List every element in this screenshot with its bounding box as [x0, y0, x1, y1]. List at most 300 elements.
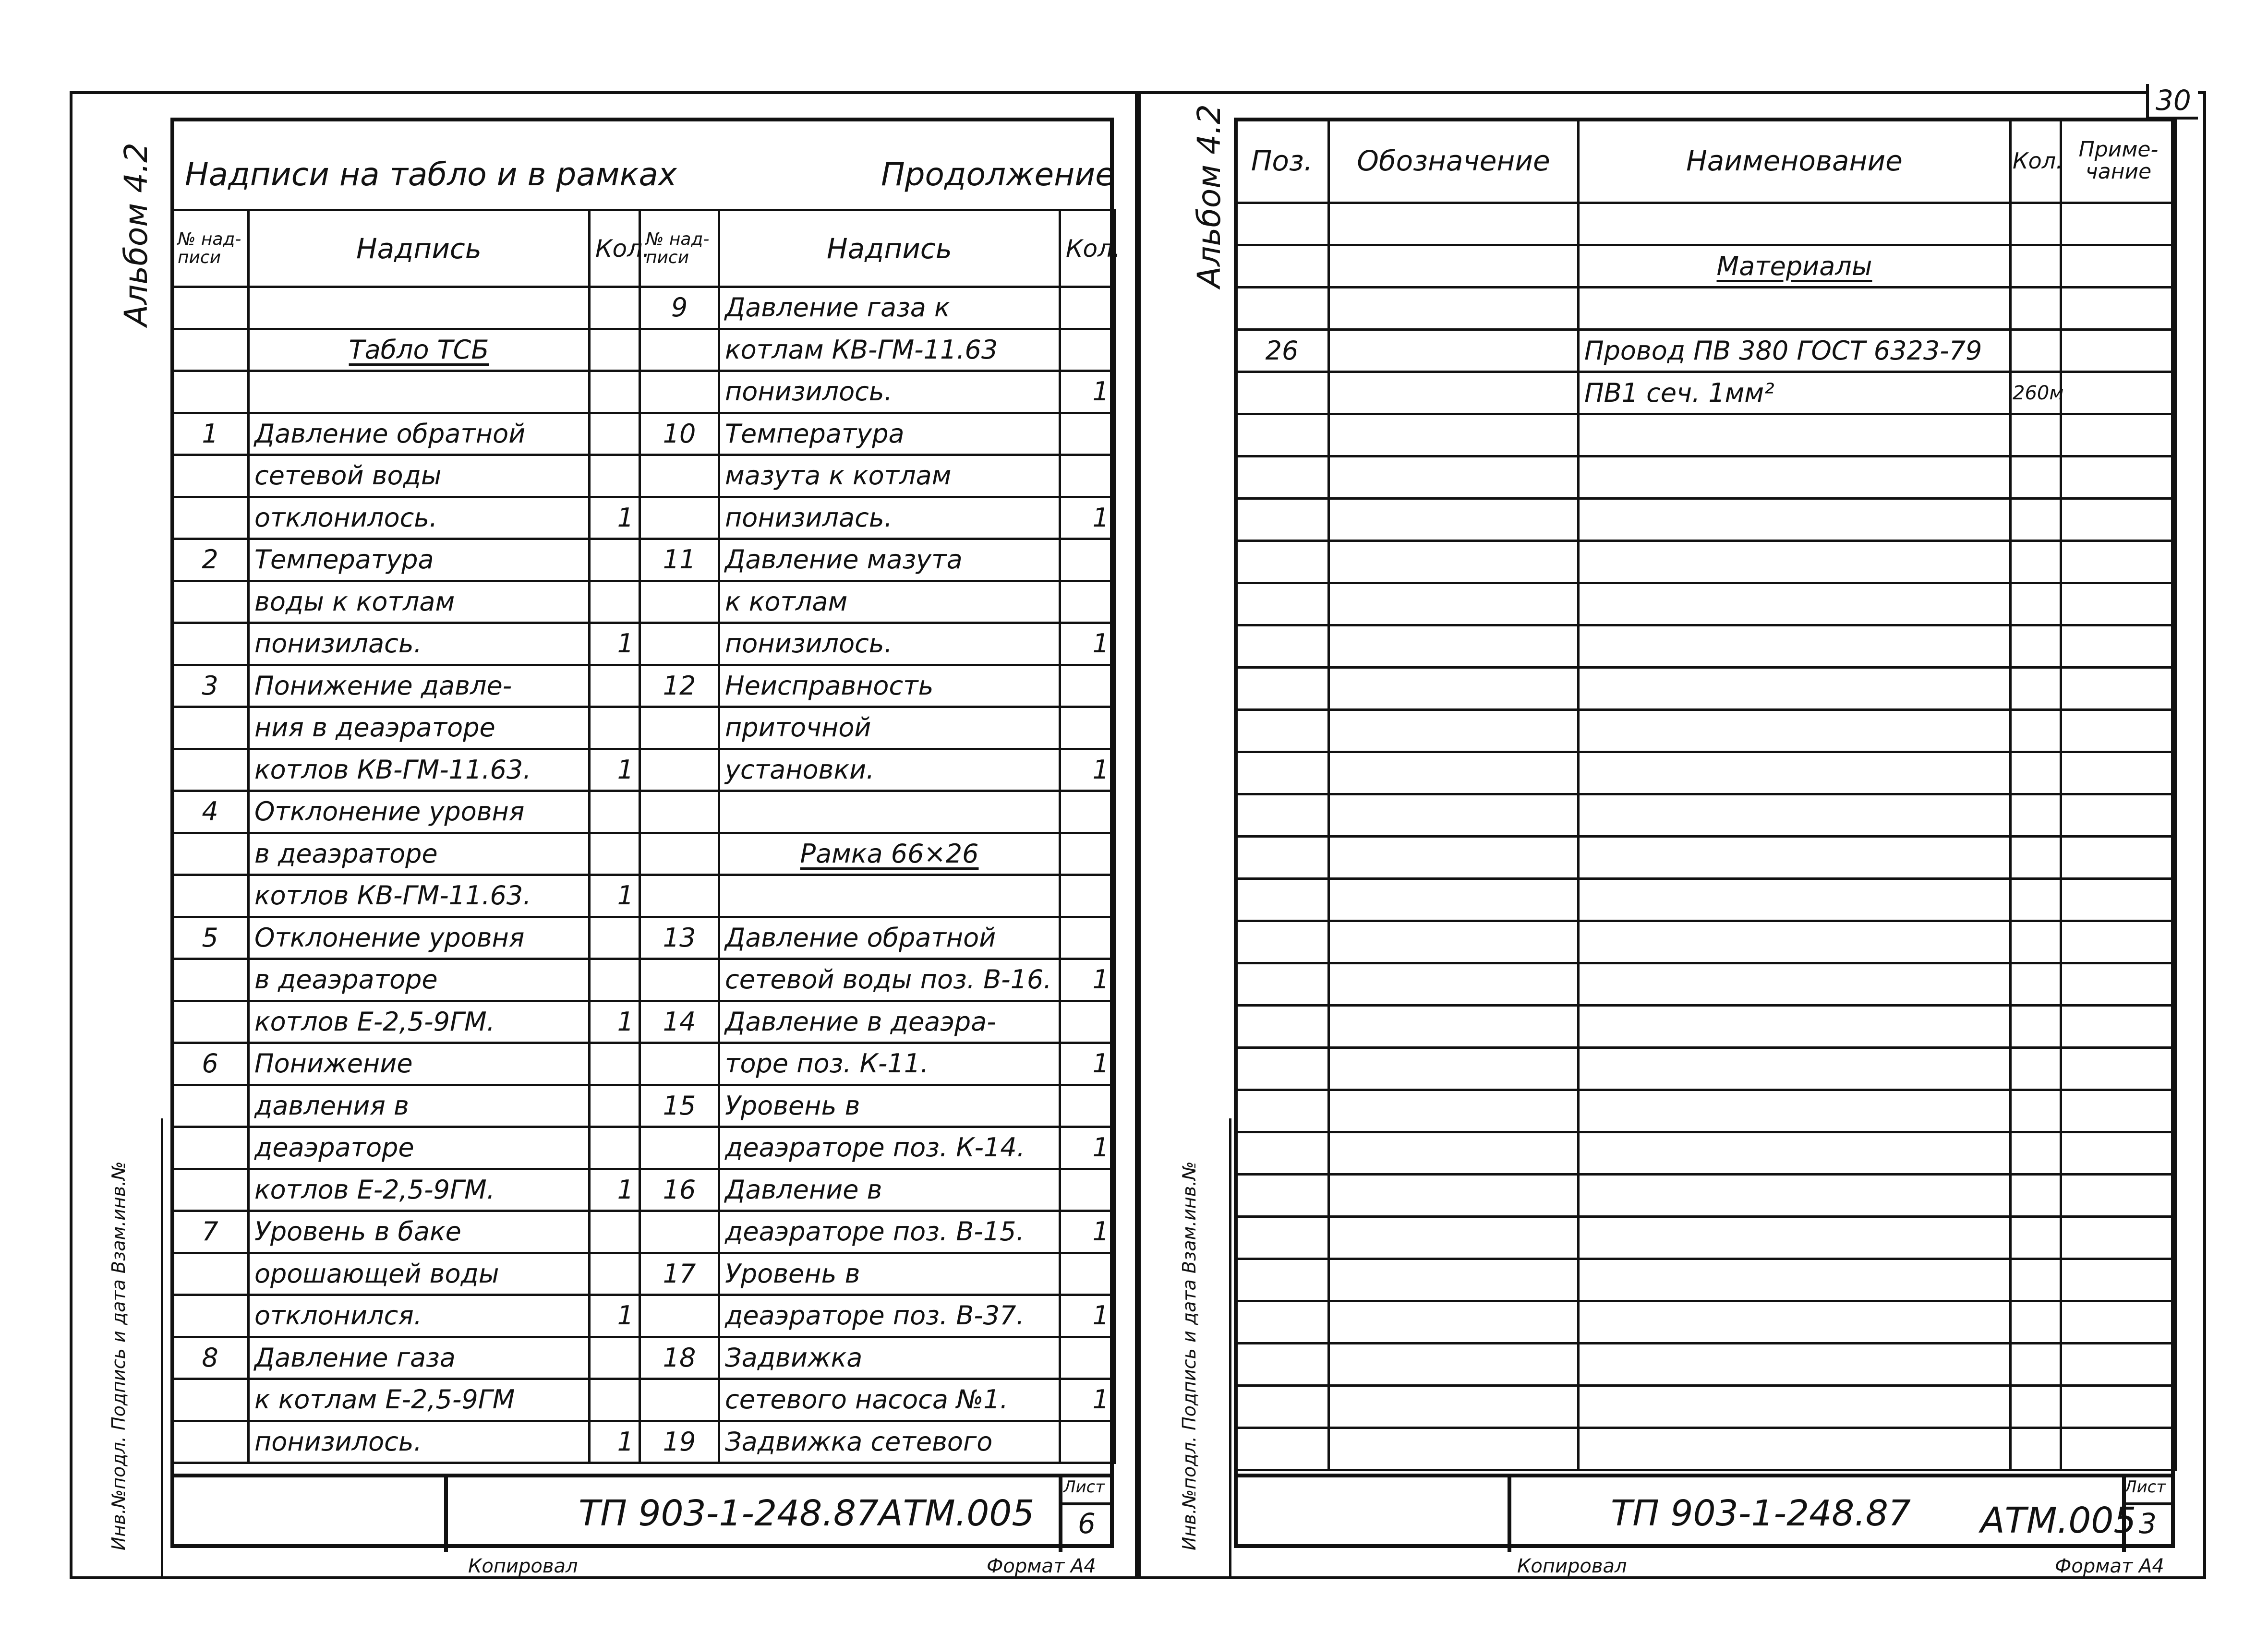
- empty-cell: [2061, 1301, 2176, 1344]
- empty-cell: [2061, 921, 2176, 963]
- empty-cell: [1579, 499, 2011, 541]
- row-qty: [590, 1043, 640, 1085]
- row-qty: [590, 1337, 640, 1379]
- table-row: [640, 1253, 1115, 1295]
- row-number: [640, 833, 719, 875]
- row-text: котлов КВ-ГМ-11.63.: [249, 875, 590, 917]
- row-qty: [1060, 833, 1115, 875]
- row-qty: [590, 539, 640, 581]
- row-qty: [1060, 1169, 1115, 1211]
- empty-cell: [1329, 1132, 1579, 1175]
- row-qty: [1060, 539, 1115, 581]
- empty-cell: [1579, 1048, 2011, 1090]
- row-qty: 1: [1060, 371, 1115, 413]
- empty-cell: [1579, 1006, 2011, 1048]
- table-row: [640, 791, 1115, 833]
- row-number: [172, 329, 249, 371]
- table-row: [640, 539, 1115, 581]
- table-row: [172, 623, 640, 665]
- empty-cell: [1235, 1386, 1329, 1428]
- empty-cell: [1329, 1259, 1579, 1301]
- table-row: [1235, 794, 2176, 837]
- table-row: [172, 1169, 640, 1211]
- empty-cell: [2011, 752, 2061, 794]
- row-text: Уровень в: [719, 1253, 1060, 1295]
- empty-cell: [1235, 1090, 1329, 1132]
- row-number: [172, 497, 249, 539]
- row-text: Отклонение уровня: [249, 791, 590, 833]
- row-number: [172, 1001, 249, 1043]
- row-text: понизилась.: [719, 497, 1060, 539]
- table-row: [640, 1421, 1115, 1463]
- empty-cell: [2011, 541, 2061, 583]
- empty-cell: [1235, 963, 1329, 1006]
- row-text: Рамка 66×26: [719, 833, 1060, 875]
- row-text: понизилось.: [249, 1421, 590, 1463]
- empty-cell: [1579, 541, 2011, 583]
- table-row: [1235, 1428, 2176, 1470]
- empty-cell: [1235, 1006, 1329, 1048]
- row-pos: [1235, 288, 1329, 330]
- table-row: [640, 371, 1115, 413]
- table-row: [640, 749, 1115, 791]
- empty-cell: [2061, 1048, 2176, 1090]
- empty-cell: [2061, 794, 2176, 837]
- empty-cell: [1579, 1132, 2011, 1175]
- row-number: 19: [640, 1421, 719, 1463]
- row-number: [172, 623, 249, 665]
- right-album-label: Альбом 4.2: [1191, 104, 1228, 288]
- table-row: [1235, 1344, 2176, 1386]
- row-text: к котлам Е-2,5-9ГМ: [249, 1379, 590, 1421]
- row-qty: [1060, 1337, 1115, 1379]
- table-row: [1235, 456, 2176, 499]
- empty-cell: [1329, 414, 1579, 456]
- row-qty: [590, 917, 640, 959]
- row-qty: 1: [590, 1295, 640, 1337]
- row-text: котлам КВ-ГМ-11.63: [719, 329, 1060, 371]
- row-name: [1579, 288, 2011, 330]
- empty-cell: [1235, 1132, 1329, 1175]
- row-designation: [1329, 288, 1579, 330]
- empty-cell: [2061, 625, 2176, 668]
- table-row: [172, 1379, 640, 1421]
- row-qty: 1: [1060, 1043, 1115, 1085]
- right-footer-format: Формат А4: [2055, 1555, 2164, 1577]
- row-pos: [1235, 372, 1329, 414]
- empty-cell: [1579, 583, 2011, 625]
- row-text: деаэраторе поз. В-37.: [719, 1295, 1060, 1337]
- row-qty: 1: [1060, 749, 1115, 791]
- row-note: [2061, 245, 2176, 288]
- empty-cell: [2061, 710, 2176, 752]
- row-qty: 1: [1060, 1127, 1115, 1169]
- row-number: [172, 707, 249, 749]
- table-row: [1235, 499, 2176, 541]
- empty-cell: [1579, 414, 2011, 456]
- empty-cell: [1329, 1090, 1579, 1132]
- empty-cell: [2011, 414, 2061, 456]
- row-text: Неисправность: [719, 665, 1060, 707]
- row-qty: [590, 329, 640, 371]
- row-text: [719, 875, 1060, 917]
- left-inscriptions-table-b: [639, 209, 1121, 1464]
- right-page-number: 30: [2146, 84, 2198, 120]
- row-number: [172, 1421, 249, 1463]
- table-row: [1235, 330, 2176, 372]
- row-qty: [590, 833, 640, 875]
- row-text: котлов КВ-ГМ-11.63.: [249, 749, 590, 791]
- row-qty: 1: [590, 1169, 640, 1211]
- row-qty: [1060, 329, 1115, 371]
- right-side-strip-text: Инв.№подл. Подпись и дата Взам.инв.№: [1179, 1161, 1200, 1550]
- row-qty: [590, 1127, 640, 1169]
- row-qty: [590, 581, 640, 623]
- row-qty: [590, 1253, 640, 1295]
- table-row: [640, 1043, 1115, 1085]
- row-number: [172, 455, 249, 497]
- table-row: [172, 917, 640, 959]
- table-row: [640, 287, 1115, 329]
- empty-cell: [1329, 752, 1579, 794]
- col-header-no: № над- писи: [640, 210, 719, 287]
- table-row: [640, 1211, 1115, 1253]
- right-sheet-label: Лист: [2124, 1477, 2166, 1497]
- row-number: [172, 1253, 249, 1295]
- table-row: [640, 1379, 1115, 1421]
- row-number: [172, 371, 249, 413]
- left-footer-format: Формат А4: [987, 1555, 1096, 1577]
- empty-cell: [1329, 1217, 1579, 1259]
- table-row: [172, 287, 640, 329]
- row-qty: [590, 1211, 640, 1253]
- row-number: 8: [172, 1337, 249, 1379]
- row-number: [640, 371, 719, 413]
- table-row: [1235, 963, 2176, 1006]
- empty-cell: [1329, 879, 1579, 921]
- row-text: воды к котлам: [249, 581, 590, 623]
- row-qty: [2011, 245, 2061, 288]
- table-row: [172, 497, 640, 539]
- empty-cell: [2011, 1259, 2061, 1301]
- empty-cell: [1329, 710, 1579, 752]
- row-number: [640, 791, 719, 833]
- table-row: [640, 1337, 1115, 1379]
- row-number: [172, 959, 249, 1001]
- row-qty: [1060, 791, 1115, 833]
- table-row: [172, 833, 640, 875]
- table-row: [640, 707, 1115, 749]
- empty-cell: [1329, 541, 1579, 583]
- empty-cell: [1235, 583, 1329, 625]
- empty-cell: [1579, 625, 2011, 668]
- row-text: Задвижка: [719, 1337, 1060, 1379]
- table-row: [640, 413, 1115, 455]
- table-row: [172, 1421, 640, 1463]
- row-pos: [1235, 203, 1329, 245]
- table-row: [172, 791, 640, 833]
- table-row: [172, 539, 640, 581]
- row-number: 18: [640, 1337, 719, 1379]
- row-name: Материалы: [1579, 245, 2011, 288]
- empty-cell: [2061, 1217, 2176, 1259]
- left-doc-number: АТМ.005: [879, 1493, 1035, 1534]
- empty-cell: [1579, 456, 2011, 499]
- table-row: [1235, 288, 2176, 330]
- table-row: [172, 1001, 640, 1043]
- row-text: мазута к котлам: [719, 455, 1060, 497]
- left-footer-copied: Копировал: [468, 1555, 578, 1577]
- empty-cell: [2061, 1428, 2176, 1470]
- row-number: 15: [640, 1085, 719, 1127]
- row-number: 4: [172, 791, 249, 833]
- right-stamp-divider: [1508, 1477, 1511, 1552]
- row-number: [640, 329, 719, 371]
- empty-cell: [2011, 1428, 2061, 1470]
- empty-cell: [1235, 1344, 1329, 1386]
- empty-cell: [1329, 1344, 1579, 1386]
- row-qty: 1: [590, 1001, 640, 1043]
- table-row: [1235, 921, 2176, 963]
- row-text: сетевой воды поз. В-16.: [719, 959, 1060, 1001]
- row-text: давления в: [249, 1085, 590, 1127]
- row-name: ПВ1 сеч. 1мм²: [1579, 372, 2011, 414]
- row-qty: [2011, 203, 2061, 245]
- row-qty: 1: [1060, 1211, 1115, 1253]
- empty-cell: [2061, 1132, 2176, 1175]
- empty-cell: [2061, 456, 2176, 499]
- row-text: понизилось.: [719, 623, 1060, 665]
- empty-cell: [1579, 1259, 2011, 1301]
- row-qty: 1: [590, 749, 640, 791]
- table-row: [640, 917, 1115, 959]
- empty-cell: [2011, 921, 2061, 963]
- empty-cell: [1235, 1217, 1329, 1259]
- row-text: деаэраторе: [249, 1127, 590, 1169]
- table-row: [640, 1085, 1115, 1127]
- table-row: [1235, 203, 2176, 245]
- row-name: [1579, 203, 2011, 245]
- row-qty: 1: [590, 875, 640, 917]
- table-row: [172, 1043, 640, 1085]
- empty-cell: [2011, 499, 2061, 541]
- row-text: Давление обратной: [719, 917, 1060, 959]
- row-text: Отклонение уровня: [249, 917, 590, 959]
- table-row: [172, 1295, 640, 1337]
- row-number: [640, 497, 719, 539]
- row-text: сетевой воды: [249, 455, 590, 497]
- table-row: [1235, 752, 2176, 794]
- empty-cell: [2061, 963, 2176, 1006]
- right-sheet-number: 3: [2139, 1507, 2157, 1540]
- table-row: [172, 875, 640, 917]
- empty-cell: [1235, 921, 1329, 963]
- row-qty: 260м: [2011, 372, 2061, 414]
- row-text: Давление в: [719, 1169, 1060, 1211]
- empty-cell: [1235, 710, 1329, 752]
- row-number: [640, 1127, 719, 1169]
- empty-cell: [1329, 668, 1579, 710]
- left-title: Надписи на табло и в рамках: [185, 156, 677, 193]
- row-qty: [590, 1085, 640, 1127]
- empty-cell: [1329, 456, 1579, 499]
- empty-cell: [2011, 668, 2061, 710]
- row-number: 1: [172, 413, 249, 455]
- empty-cell: [1329, 583, 1579, 625]
- left-stamp-divider: [444, 1477, 448, 1552]
- row-note: [2061, 203, 2176, 245]
- empty-cell: [2011, 963, 2061, 1006]
- table-row: [1235, 625, 2176, 668]
- row-qty: [590, 287, 640, 329]
- row-text: [249, 371, 590, 413]
- empty-cell: [1579, 752, 2011, 794]
- table-row: [172, 1211, 640, 1253]
- empty-cell: [1235, 1259, 1329, 1301]
- row-qty: [590, 665, 640, 707]
- empty-cell: [1235, 414, 1329, 456]
- row-text: установки.: [719, 749, 1060, 791]
- empty-cell: [2011, 1048, 2061, 1090]
- row-text: Понижение: [249, 1043, 590, 1085]
- empty-cell: [1329, 1006, 1579, 1048]
- row-note: [2061, 288, 2176, 330]
- row-number: 12: [640, 665, 719, 707]
- left-doc-code: ТП 903-1-248.87: [579, 1493, 879, 1534]
- empty-cell: [2061, 541, 2176, 583]
- table-row: [640, 581, 1115, 623]
- table-row: [640, 665, 1115, 707]
- row-text: торе поз. К-11.: [719, 1043, 1060, 1085]
- row-text: Давление газа: [249, 1337, 590, 1379]
- table-row: [1235, 710, 2176, 752]
- empty-cell: [2011, 1301, 2061, 1344]
- table-row: [640, 455, 1115, 497]
- left-side-strip-text: Инв.№подл. Подпись и дата Взам.инв.№: [108, 1161, 129, 1550]
- empty-cell: [2061, 752, 2176, 794]
- table-row: [1235, 1090, 2176, 1132]
- empty-cell: [1235, 879, 1329, 921]
- table-row: [172, 371, 640, 413]
- table-row: [1235, 541, 2176, 583]
- empty-cell: [1329, 499, 1579, 541]
- row-text: Температура: [719, 413, 1060, 455]
- empty-cell: [1579, 1428, 2011, 1470]
- row-qty: [1060, 875, 1115, 917]
- empty-cell: [2061, 1006, 2176, 1048]
- table-row: [172, 329, 640, 371]
- table-row: [1235, 1217, 2176, 1259]
- row-qty: [1060, 581, 1115, 623]
- row-text: в деаэраторе: [249, 833, 590, 875]
- table-row: [172, 455, 640, 497]
- table-row: [640, 1295, 1115, 1337]
- left-album-label: Альбом 4.2: [118, 142, 155, 326]
- empty-cell: [1329, 921, 1579, 963]
- row-qty: [590, 413, 640, 455]
- empty-cell: [1329, 837, 1579, 879]
- row-text: понизилась.: [249, 623, 590, 665]
- row-number: [640, 875, 719, 917]
- empty-cell: [1579, 879, 2011, 921]
- left-inscriptions-table-a: [170, 209, 650, 1464]
- row-qty: 1: [590, 1421, 640, 1463]
- table-row: [640, 833, 1115, 875]
- empty-cell: [1329, 1048, 1579, 1090]
- empty-cell: [1579, 1386, 2011, 1428]
- empty-cell: [1235, 541, 1329, 583]
- empty-cell: [1235, 668, 1329, 710]
- empty-cell: [1235, 837, 1329, 879]
- table-row: [172, 1085, 640, 1127]
- row-qty: [1060, 1421, 1115, 1463]
- empty-cell: [2061, 879, 2176, 921]
- row-number: [640, 959, 719, 1001]
- table-row: [1235, 1175, 2176, 1217]
- table-row: [1235, 1386, 2176, 1428]
- table-row: [640, 1169, 1115, 1211]
- row-number: 11: [640, 539, 719, 581]
- row-text: Давление обратной: [249, 413, 590, 455]
- row-qty: [1060, 455, 1115, 497]
- table-row: [172, 581, 640, 623]
- empty-cell: [2011, 1006, 2061, 1048]
- table-row: [1235, 668, 2176, 710]
- col-header-qty: Кол.: [590, 210, 640, 287]
- row-qty: [1060, 917, 1115, 959]
- empty-cell: [1579, 710, 2011, 752]
- row-number: 10: [640, 413, 719, 455]
- empty-cell: [1235, 794, 1329, 837]
- empty-cell: [1235, 1048, 1329, 1090]
- row-number: 13: [640, 917, 719, 959]
- row-text: приточной: [719, 707, 1060, 749]
- empty-cell: [2011, 1386, 2061, 1428]
- right-doc-code: ТП 903-1-248.87: [1611, 1493, 1911, 1534]
- row-number: [172, 1169, 249, 1211]
- row-number: [172, 1085, 249, 1127]
- table-row: [172, 665, 640, 707]
- left-sheet-label: Лист: [1063, 1477, 1105, 1497]
- row-qty: [590, 371, 640, 413]
- row-designation: [1329, 203, 1579, 245]
- row-qty: 1: [590, 497, 640, 539]
- row-text: Уровень в баке: [249, 1211, 590, 1253]
- row-text: отклонился.: [249, 1295, 590, 1337]
- empty-cell: [1329, 794, 1579, 837]
- row-number: 3: [172, 665, 249, 707]
- empty-cell: [2011, 583, 2061, 625]
- right-footer-copied: Копировал: [1517, 1555, 1627, 1577]
- row-number: 6: [172, 1043, 249, 1085]
- empty-cell: [1329, 963, 1579, 1006]
- row-number: 16: [640, 1169, 719, 1211]
- empty-cell: [1579, 921, 2011, 963]
- row-qty: [1060, 1001, 1115, 1043]
- row-text: Табло ТСБ: [249, 329, 590, 371]
- row-qty: [1060, 1085, 1115, 1127]
- right-doc-number: АТМ.005: [1980, 1500, 2136, 1541]
- empty-cell: [1329, 1386, 1579, 1428]
- row-qty: 1: [1060, 1379, 1115, 1421]
- row-qty: [590, 791, 640, 833]
- row-qty: 1: [1060, 497, 1115, 539]
- row-number: 5: [172, 917, 249, 959]
- empty-cell: [2011, 1175, 2061, 1217]
- table-row: [640, 1127, 1115, 1169]
- empty-cell: [1579, 1175, 2011, 1217]
- row-text: деаэраторе поз. В-15.: [719, 1211, 1060, 1253]
